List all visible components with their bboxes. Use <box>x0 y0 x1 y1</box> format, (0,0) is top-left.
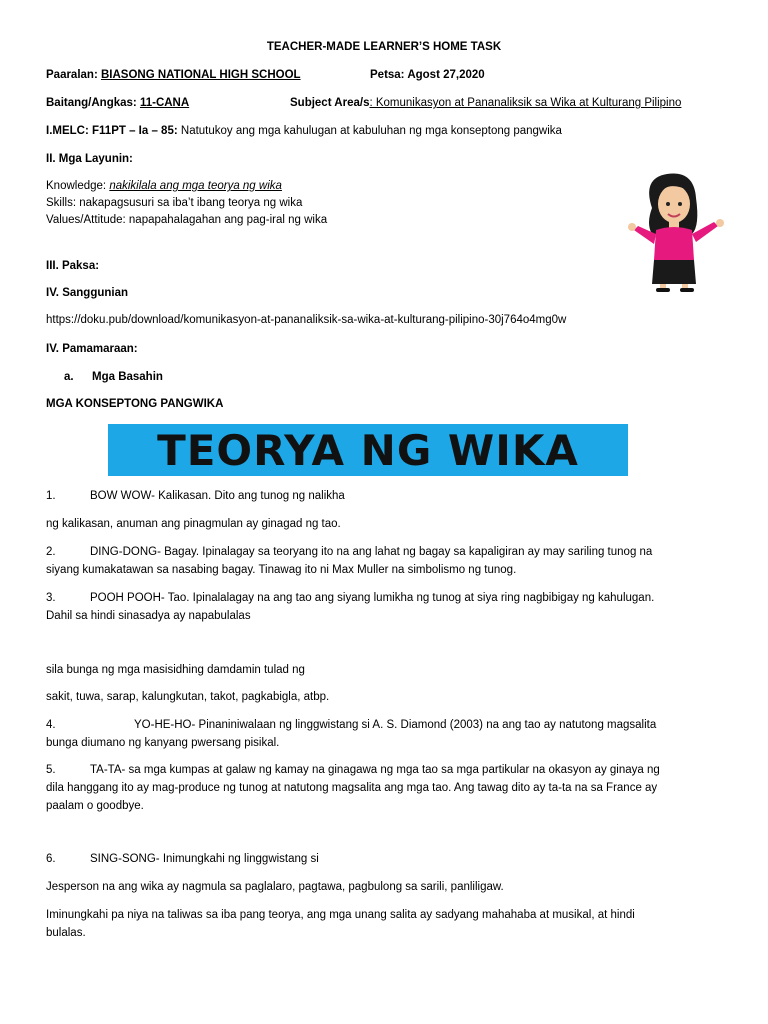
readings-label: Mga Basahin <box>92 371 163 383</box>
melc-text: Natutukoy ang mga kahulugan at kabuluhan ng mga konseptong pangwika <box>180 125 562 137</box>
values-label: Values/Attitude: <box>46 214 126 226</box>
melc-code: F11PT – Ia – 85: <box>92 125 178 137</box>
theory-5-line-1: TA-TA- sa mga kumpas at galaw ng kamay na ginagawa ng mga tao sa mga partikular na okasyon ay ginaya ng <box>90 764 660 776</box>
theory-4-line-1: YO-HE-HO- Pinaniniwalaan ng linggwistang si A. S. Diamond (2003) na ang tao ay natutong magsalita <box>134 719 657 731</box>
banner-title: TEORYA NG WIKA <box>157 425 579 475</box>
school-value: BIASONG NATIONAL HIGH SCHOOL <box>100 69 301 81</box>
grade-row <box>46 96 189 111</box>
values-row <box>46 213 327 228</box>
theory-5-number: 5. <box>46 764 56 776</box>
theory-3-line-2: Dahil sa hindi sinasadya ay napabulalas <box>46 610 251 622</box>
values-value: napapahalagahan ang pag-iral ng wika <box>128 214 328 226</box>
skills-label: Skills: <box>46 197 77 209</box>
school-label: Paaralan: <box>46 69 98 81</box>
theory-6-line-4: bulalas. <box>46 927 86 939</box>
knowledge-label: Knowledge: <box>46 180 107 192</box>
readings-marker: a. <box>64 371 74 383</box>
objectives-heading: II. Mga Layunin: <box>46 153 133 165</box>
topic-heading: III. Paksa: <box>46 260 100 272</box>
date-row <box>370 68 485 83</box>
grade-value: 11-CANA <box>139 97 190 109</box>
reference-url[interactable]: https://doku.pub/download/komunikasyon-at-pananaliksik-sa-wika-at-kulturang-pilipino-30j764o4mg0w <box>46 314 567 326</box>
subject-row <box>290 96 681 111</box>
page-title: TEACHER-MADE LEARNER’S HOME TASK <box>266 41 502 53</box>
melc-label: I.MELC: <box>46 125 89 137</box>
theory-6-line-2: Jesperson na ang wika ay nagmula sa paglalaro, pagtawa, pagbulong sa sarili, panliligaw. <box>46 881 504 893</box>
teacher-avatar-icon <box>622 168 734 292</box>
theory-2-line-1: DING-DONG- Bagay. Ipinalagay sa teoryang ito na ang lahat ng bagay sa kapaligiran ay may sariling tunog na <box>90 546 653 558</box>
knowledge-value: nakikilala ang mga teorya ng wika <box>109 180 282 192</box>
melc-row <box>46 124 562 139</box>
theory-5-line-3: paalam o goodbye. <box>46 800 144 812</box>
skills-value: nakapagsusuri sa iba’t ibang teorya ng wika <box>79 197 303 209</box>
theory-3-line-1: POOH POOH- Tao. Ipinalalagay na ang tao ang siyang lumikha ng tunog at siya ring nagbibigay ng kahulugan. <box>90 592 655 604</box>
knowledge-row <box>46 179 282 194</box>
theory-1-number: 1. <box>46 490 56 502</box>
concepts-heading: MGA KONSEPTONG PANGWIKA <box>46 398 224 410</box>
skills-row <box>46 196 302 211</box>
reference-heading: IV. Sanggunian <box>46 287 129 299</box>
theory-6-line-1: SING-SONG- Inimungkahi ng linggwistang si <box>90 853 319 865</box>
theory-3-line-3: sila bunga ng mga masisidhing damdamin tulad ng <box>46 664 305 676</box>
date-label: Petsa: <box>370 69 405 81</box>
school-row <box>46 68 301 83</box>
theory-2-number: 2. <box>46 546 56 558</box>
theory-5-line-2: dila hanggang ito ay mag-produce ng tunog at natutong magsalita ang mga tao. Ang tawag dito ay ta-ta na sa France ay <box>46 782 658 794</box>
grade-label: Baitang/Angkas: <box>46 97 137 109</box>
subject-label: Subject Area/s <box>290 97 370 109</box>
theory-6-number: 6. <box>46 853 56 865</box>
subject-value: : Komunikasyon at Pananaliksik sa Wika at Kulturang Pilipino <box>369 97 682 109</box>
theory-1-line-2: ng kalikasan, anuman ang pinagmulan ay ginagad ng tao. <box>46 518 341 530</box>
theory-1-line-1: BOW WOW- Kalikasan. Dito ang tunog ng nalikha <box>90 490 345 502</box>
theory-4-line-2: bunga diumano ng kanyang pwersang pisikal. <box>46 737 280 749</box>
theory-2-line-2: siyang kumakatawan sa nasabing bagay. Tinawag ito ni Max Muller na simbolismo ng tunog. <box>46 564 517 576</box>
theory-3-number: 3. <box>46 592 56 604</box>
theory-banner <box>108 424 628 476</box>
date-value: Agost 27,2020 <box>407 69 485 81</box>
theory-4-number: 4. <box>46 719 56 731</box>
theory-3-line-4: sakit, tuwa, sarap, kalungkutan, takot, pagkabigla, atbp. <box>46 691 330 703</box>
method-heading: IV. Pamamaraan: <box>46 343 138 355</box>
theory-6-line-3: Iminungkahi pa niya na taliwas sa iba pang teorya, ang mga unang salita ay sadyang mahahaba at musikal, at hindi <box>46 909 635 921</box>
